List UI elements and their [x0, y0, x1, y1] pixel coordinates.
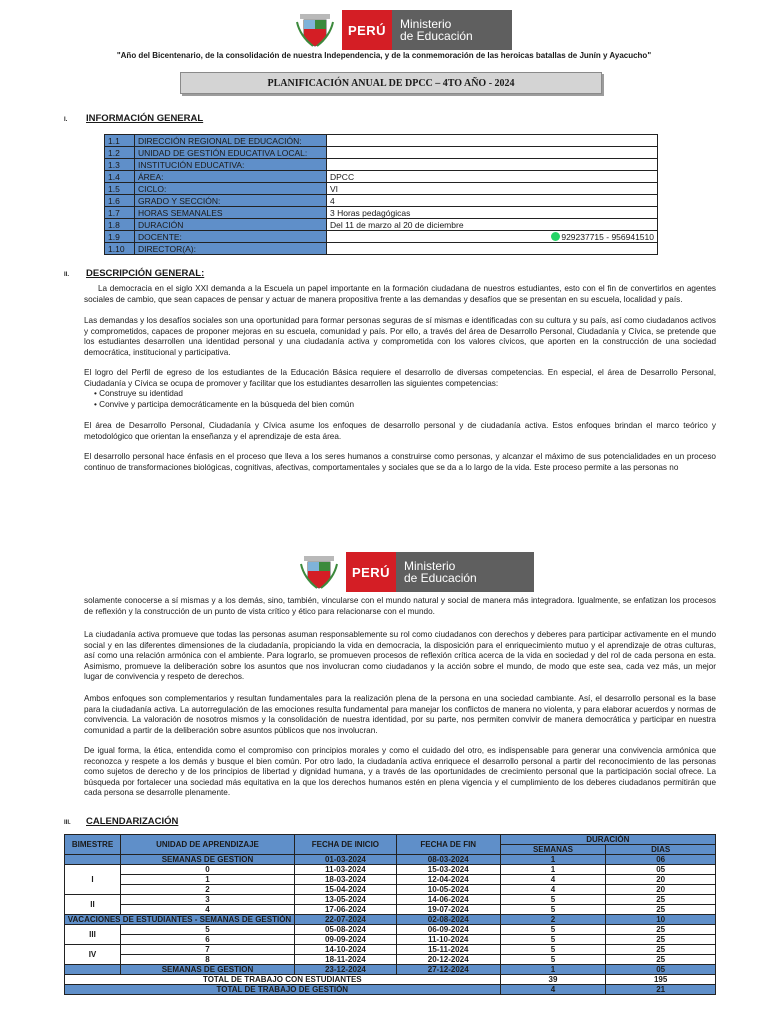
ministry-line1: Ministerio [404, 559, 456, 573]
row-value: 3 Horas pedagógicas [327, 207, 658, 219]
row-inicio: 17-06-2024 [294, 905, 396, 915]
row-empty [65, 855, 121, 865]
section-3-number: III. [64, 820, 71, 826]
table-row [65, 855, 716, 865]
table-row [65, 925, 716, 935]
row-fin: 10-05-2024 [396, 885, 500, 895]
row-dias: 05 [606, 865, 716, 875]
row-number: 1.9 [105, 231, 135, 243]
competency-list [94, 389, 716, 410]
row-label: SEMANAS DE GESTION [120, 855, 294, 865]
general-info-table [104, 134, 658, 255]
row-number: 1.3 [105, 159, 135, 171]
row-dias: 21 [606, 985, 716, 995]
list-item: • Convive y participa democráticamente en la búsqueda del bien común [94, 400, 716, 411]
ministry-line1: Ministerio [400, 17, 452, 31]
row-number: 1.10 [105, 243, 135, 255]
row-semanas: 1 [500, 865, 606, 875]
minedu-logo-top [288, 10, 512, 50]
table-row [105, 147, 658, 159]
table-row [65, 975, 716, 985]
coat-of-arms-icon [292, 552, 346, 592]
row-semanas: 5 [500, 905, 606, 915]
section-1-number: I. [64, 117, 68, 123]
table-row [65, 885, 716, 895]
row-dias: 10 [606, 915, 716, 925]
list-item: • Construye su identidad [94, 389, 716, 400]
table-row [105, 183, 658, 195]
document-title-bar [180, 72, 602, 94]
row-number: 1.8 [105, 219, 135, 231]
row-inicio: 09-09-2024 [294, 935, 396, 945]
table-row [105, 171, 658, 183]
row-semanas: 5 [500, 895, 606, 905]
row-value: Del 11 de marzo al 20 de diciembre [327, 219, 658, 231]
table-row [65, 985, 716, 995]
table-row [65, 955, 716, 965]
paragraph-3-text: El logro del Perfil de egreso de los estudiantes de la Educación Básica requiere el desarrollo de diversas competencias. En especial, el área de Desarrollo Personal, Ciudadanía y Cívica se ocupa de promover y facilitar que los estudiantes desarrollen las siguientes competencias: [84, 368, 716, 388]
ministry-label [392, 10, 512, 50]
row-dias: 25 [606, 955, 716, 965]
paragraph-3 [84, 368, 716, 410]
peru-label: PERÚ [346, 552, 396, 592]
row-dias: 06 [606, 855, 716, 865]
row-dias: 25 [606, 935, 716, 945]
row-dias: 20 [606, 875, 716, 885]
table-row [65, 875, 716, 885]
row-unidad: 4 [120, 905, 294, 915]
row-label: DIRECCIÓN REGIONAL DE EDUCACIÓN: [135, 135, 327, 147]
row-label: SEMANAS DE GESTION [120, 965, 294, 975]
docente-phone-cell [327, 231, 658, 243]
row-semanas: 1 [500, 965, 606, 975]
row-inicio: 13-05-2024 [294, 895, 396, 905]
table-row [65, 905, 716, 915]
row-unidad: 1 [120, 875, 294, 885]
section-2-title: DESCRIPCIÓN GENERAL: [86, 268, 205, 279]
table-row [105, 159, 658, 171]
row-number: 1.1 [105, 135, 135, 147]
col-unidad: UNIDAD DE APRENDIZAJE [120, 835, 294, 855]
row-semanas: 4 [500, 875, 606, 885]
row-label: TOTAL DE TRABAJO CON ESTUDIANTES [65, 975, 501, 985]
row-value [327, 159, 658, 171]
paragraph-7: La ciudadanía activa promueve que todas las personas asuman responsablemente su rol como ciudadanos con derechos y deberes para participar activamente en el mundo social y en las diferentes dimensiones de la ciudadanía, propiciando la vida en democracia, la disposición para el enriquecimiento mutuo y el aprendizaje de otras culturas, así como una relación armónica con el ambiente. Para lograrlo, se promueven procesos de reflexión crítica acerca de la vida en sociedad y del rol de cada persona en esta. Asimismo, promueve la deliberación sobre los asuntos que nos involucran como ciudadanos y la acción sobre el mundo, de modo que este sea, cada vez más, un mejor lugar de convivencia y respeto de derechos. [84, 630, 716, 681]
document-title: PLANIFICACIÓN ANUAL DE DPCC – 4TO AÑO - 2024 [267, 77, 515, 89]
row-inicio: 22-07-2024 [294, 915, 396, 925]
row-fin: 20-12-2024 [396, 955, 500, 965]
row-fin: 02-08-2024 [396, 915, 500, 925]
row-fin: 08-03-2024 [396, 855, 500, 865]
row-semanas: 5 [500, 955, 606, 965]
row-label: GRADO Y SECCIÓN: [135, 195, 327, 207]
paragraph-2: Las demandas y los desafíos sociales son una oportunidad para formar personas seguras de sí mismas e identificadas con su cultura y su país, así como ciudadanos activos y comprometidos, capaces de proponer mejoras en su escuela, comunidad y país. Por ello, a través del área de Desarrollo Personal, Ciudadanía y Cívica, se pretende que los estudiantes desarrollen una identidad personal y una ciudadanía activa y comprometida con los valores cívicos, que aporten en la construcción de una sociedad democrática, institucional y participativa. [84, 316, 716, 357]
row-semanas: 2 [500, 915, 606, 925]
row-semanas: 39 [500, 975, 606, 985]
section-3-heading [64, 816, 178, 827]
section-2-heading [64, 268, 204, 279]
peru-label: PERÚ [342, 10, 392, 50]
row-label: INSTITUCIÓN EDUCATIVA: [135, 159, 327, 171]
row-label: ÁREA: [135, 171, 327, 183]
row-number: 1.7 [105, 207, 135, 219]
paragraph-6: solamente conocerse a sí mismas y a los demás, sino, también, vincularse con el mundo natural y social de manera más integradora. Igualmente, se enfatizan los procesos de reflexión y la construcción de un punto de vista crítico y ético para relacionarse con el mundo. [84, 596, 716, 616]
table-header-row [65, 835, 716, 845]
row-inicio: 11-03-2024 [294, 865, 396, 875]
ministry-label [396, 552, 534, 592]
row-value: 4 [327, 195, 658, 207]
row-label: TOTAL DE TRABAJO DE GESTIÓN [65, 985, 501, 995]
row-dias: 05 [606, 965, 716, 975]
paragraph-4: El área de Desarrollo Personal, Ciudadanía y Cívica asume los enfoques de desarrollo personal y de ciudadanía activa. Estos enfoques brindan el marco teórico y metodológico que orientan la enseñanza y el aprendizaje de esta área. [84, 421, 716, 441]
paragraph-9: De igual forma, la ética, entendida como el compromiso con principios morales y como el cuidado del otro, es indispensable para generar una convivencia armónica que reconozca y respete a los demás y busque el bien común. Por otro lado, la ciudadanía activa enriquece el desarrollo personal a partir del reconocimiento de las personas como sujetos de derecho y de los principios de libertad y dignidad humana, y a través de las oportunidades de crecimiento personal que la participación social ofrece. La búsqueda por fortalecer una sociedad más equitativa en la que los derechos humanos estén en plena vigencia y el cumplimiento de los deberes ciudadanos permitirán que cada persona se desarrolle plenamente. [84, 746, 716, 797]
row-semanas: 5 [500, 935, 606, 945]
col-duracion: DURACIÓN [500, 835, 715, 845]
table-row [65, 935, 716, 945]
row-fin: 19-07-2024 [396, 905, 500, 915]
whatsapp-icon [551, 232, 560, 241]
docente-phone: 929237715 - 956941510 [561, 231, 654, 242]
row-inicio: 23-12-2024 [294, 965, 396, 975]
row-semanas: 4 [500, 885, 606, 895]
table-row [105, 195, 658, 207]
paragraph-8: Ambos enfoques son complementarios y resultan fundamentales para la realización plena de la persona en una sociedad cambiante. Así, el desarrollo personal es la base para la ciudadanía activa. La autorregulación de las emociones resulta fundamental para manejar los conflictos de manera no violenta, y para elaborar acuerdos y normas de convivencia. La valoración de nosotros mismos y la consolidación de nuestra identidad, por su parte, nos permiten convivir de manera democrática y participar en nuestra comunidad a partir de la deliberación sobre asuntos públicos que nos involucran. [84, 694, 716, 735]
table-row [105, 219, 658, 231]
row-dias: 25 [606, 925, 716, 935]
table-row [65, 915, 716, 925]
row-unidad: 7 [120, 945, 294, 955]
row-value [327, 135, 658, 147]
ministry-line2: de Educación [400, 29, 473, 43]
table-row [105, 231, 658, 243]
row-dias: 195 [606, 975, 716, 985]
row-value: VI [327, 183, 658, 195]
row-fin: 27-12-2024 [396, 965, 500, 975]
row-number: 1.6 [105, 195, 135, 207]
row-number: 1.4 [105, 171, 135, 183]
section-2-number: II. [64, 272, 70, 278]
row-unidad: 5 [120, 925, 294, 935]
row-label: DURACIÓN [135, 219, 327, 231]
table-row [105, 243, 658, 255]
row-inicio: 18-11-2024 [294, 955, 396, 965]
table-row [105, 135, 658, 147]
row-unidad: 8 [120, 955, 294, 965]
row-number: 1.2 [105, 147, 135, 159]
row-value: DPCC [327, 171, 658, 183]
bimestre-cell: IV [65, 945, 121, 965]
section-1-heading [64, 113, 203, 124]
row-inicio: 18-03-2024 [294, 875, 396, 885]
col-fin: FECHA DE FIN [396, 835, 500, 855]
row-semanas: 5 [500, 945, 606, 955]
row-label: CICLO: [135, 183, 327, 195]
table-row [65, 965, 716, 975]
row-dias: 25 [606, 945, 716, 955]
paragraph-1: La democracia en el siglo XXI demanda a la Escuela un papel importante en la formación ciudadana de nuestros estudiantes, esto con el fin de convertirlos en agentes sociales de cambio, que sean capaces de pensar y actuar de manera propositiva frente a las demandas y desafíos que se presentan en su escuela, localidad y país. [84, 284, 716, 304]
row-fin: 15-11-2024 [396, 945, 500, 955]
row-unidad: 3 [120, 895, 294, 905]
row-unidad: 0 [120, 865, 294, 875]
table-row [65, 865, 716, 875]
minedu-logo-second [292, 552, 534, 592]
table-row [105, 207, 658, 219]
calendar-table [64, 834, 716, 995]
row-label: DIRECTOR(A): [135, 243, 327, 255]
section-1-title: INFORMACIÓN GENERAL [86, 113, 204, 124]
row-fin: 11-10-2024 [396, 935, 500, 945]
row-value [327, 147, 658, 159]
coat-of-arms-icon [288, 10, 342, 50]
row-fin: 12-04-2024 [396, 875, 500, 885]
row-label: HORAS SEMANALES [135, 207, 327, 219]
row-inicio: 05-08-2024 [294, 925, 396, 935]
table-row [65, 895, 716, 905]
table-row [65, 945, 716, 955]
row-fin: 15-03-2024 [396, 865, 500, 875]
row-label: DOCENTE: [135, 231, 327, 243]
row-fin: 06-09-2024 [396, 925, 500, 935]
row-unidad: 2 [120, 885, 294, 895]
ministry-line2: de Educación [404, 571, 477, 585]
row-value [327, 243, 658, 255]
col-semanas: SEMANAS [500, 845, 606, 855]
col-bimestre: BIMESTRE [65, 835, 121, 855]
bimestre-cell: II [65, 895, 121, 915]
row-dias: 25 [606, 895, 716, 905]
section-3-title: CALENDARIZACIÓN [86, 816, 179, 827]
row-dias: 25 [606, 905, 716, 915]
col-dias: DIAS [606, 845, 716, 855]
paragraph-5: El desarrollo personal hace énfasis en el proceso que lleva a los seres humanos a construirse como personas, y alcanzar el máximo de sus potencialidades en un proceso continuo de transformaciones biológicas, cognitivas, afectivas, comportamentales y sociales que se da a lo largo de la vida. Este proceso permite a las personas no [84, 452, 716, 472]
year-motto: "Año del Bicentenario, de la consolidación de nuestra Independencia, y de la conmemoración de las heroicas batallas de Junín y Ayacucho" [116, 51, 652, 60]
row-semanas: 5 [500, 925, 606, 935]
row-inicio: 14-10-2024 [294, 945, 396, 955]
row-dias: 20 [606, 885, 716, 895]
col-inicio: FECHA DE INICIO [294, 835, 396, 855]
bimestre-cell: I [65, 865, 121, 895]
row-label: VACACIONES DE ESTUDIANTES - SEMANAS DE GESTIÓN [65, 915, 295, 925]
row-label: UNIDAD DE GESTIÓN EDUCATIVA LOCAL: [135, 147, 327, 159]
row-inicio: 01-03-2024 [294, 855, 396, 865]
row-empty [65, 965, 121, 975]
row-semanas: 1 [500, 855, 606, 865]
row-fin: 14-06-2024 [396, 895, 500, 905]
row-number: 1.5 [105, 183, 135, 195]
bimestre-cell: III [65, 925, 121, 945]
row-semanas: 4 [500, 985, 606, 995]
row-unidad: 6 [120, 935, 294, 945]
row-inicio: 15-04-2024 [294, 885, 396, 895]
